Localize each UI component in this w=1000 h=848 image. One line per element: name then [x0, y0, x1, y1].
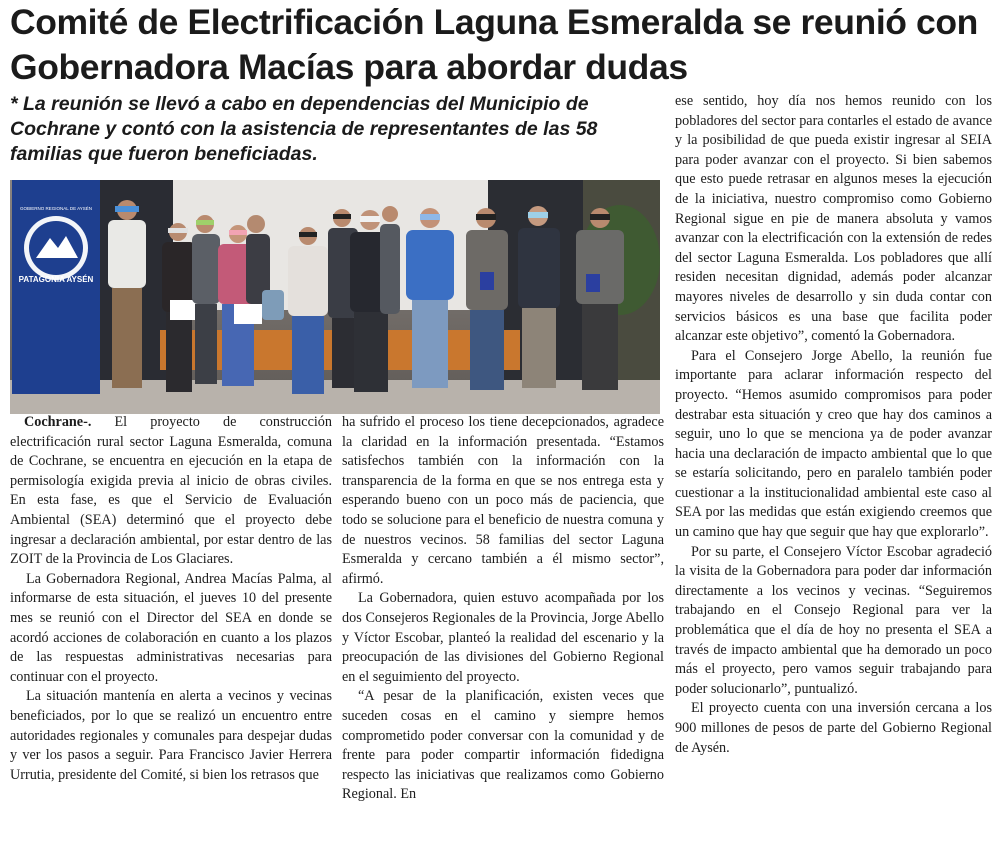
paragraph: ha sufrido el proceso los tiene decepcionados, agradece la claridad en la información presentada. “Estamos satisfechos también con la información con la transparencia de la forma en que se nos entrega esta y esperando bueno con un poco más de paciencia, que todo se solucione para el beneficio de nuestra comuna y de nuestros vecinos. 58 familias del sector Laguna Esmeralda y cercano también a él mismo sector”, afirmó. — [342, 414, 664, 587]
paragraph: Por su parte, el Consejero Víctor Escobar agradeció la visita de la Gobernadora para poder dar información directamente a los vecinos y vecinas. “Seguiremos trabajando en el Consejo Regional para ver la problemática que el día de hoy no presenta el SEA a través de impacto ambiental que ha demorado un poco más el proyecto, pero vamos seguir trabajando para poder solucionarlo”, puntualizó. — [675, 543, 992, 697]
banner-arc-text: GOBIERNO REGIONAL DE AYSÉN — [19, 206, 93, 211]
banner — [12, 180, 100, 394]
article-column-2 — [342, 413, 664, 805]
group-of-people — [108, 200, 624, 394]
article-subhead: * La reunión se llevó a cabo en dependencias del Municipio de Cochrane y contó con la asistencia de representantes de las 58 familias que fueron beneficiadas. — [10, 93, 598, 165]
dateline: Cochrane-. — [24, 414, 92, 430]
article-photo — [10, 180, 660, 414]
paragraph-text: El proyecto de construcción electrificación rural sector Laguna Esmeralda, comuna de Cochrane, se encuentra en ejecución en la etapa de permisología exigida previa al inicio de obras civiles. En esta fase, es que el Servicio de Evaluación Ambiental (SEA) determinó que el proyecto debe ingresar a declaración ambiental, por estar dentro de las ZOIT de la Provincia de Los Glaciares. — [10, 414, 332, 568]
paragraph — [10, 413, 332, 570]
article-column-3 — [675, 92, 992, 758]
paragraph: La Gobernadora, quien estuvo acompañada por los dos Consejeros Regionales de la Provincia, Jorge Abello y Víctor Escobar, planteó la realidad del escenario y la preocupación de las divisiones del Gobierno Regional en el seguimiento del proyecto. — [342, 590, 664, 685]
paragraph: “A pesar de la planificación, existen veces que suceden cosas en el camino y siempre hemos comprometido poder conversar con la comunidad y de frente para poder compartir información fidedigna respecto las iniciativas que realizamos como Gobierno Regional. En — [342, 688, 664, 803]
paragraph: ese sentido, hoy día nos hemos reunido con los pobladores del sector para contarles el estado de avance y la posibilidad de que pueda existir ingresar al SEIA para poder avanzar con el proyecto. Si bien sabemos que esto puede retrasar en algunos meses la ejecución de la iniciativa, nuestro compromiso como Gobierno Regional sigue en pie de manera absoluta y vamos avanzar con la electrificación con la extensión de redes del sector Laguna Esmeralda. Los pobladores que allí residen necesitan dignidad, además poder alcanzar mayores niveles de desarrollo y sin duda contar con servicios básicos es una base que facilita poder alcanzar este objetivo”, comentó la Gobernadora. — [675, 93, 992, 345]
article-column-1 — [10, 413, 332, 785]
paragraph: La Gobernadora Regional, Andrea Macías Palma, al informarse de esta situación, el jueves 10 del presente mes se reunió con el Director del SEA en donde se acordó acciones de colaboración en cuanto a los plazos de las respuestas administrativas necesarias para continuar con el proyecto. — [10, 570, 332, 685]
article-headline: Comité de Electrificación Laguna Esmeralda se reunió con Gobernadora Macías para abordar dudas — [10, 2, 978, 87]
paragraph: La situación mantenía en alerta a vecinos y vecinas beneficiados, por lo que se realizó un encuentro entre autoridades regionales y comunales para despejar dudas y ver los pasos a seguir. Para Francisco Javier Herrera Urrutia, presidente del Comité, si bien los retrasos que — [10, 688, 332, 783]
paragraph: El proyecto cuenta con una inversión cercana a los 900 millones de pesos de parte del Gobierno Regional de Aysén. — [675, 700, 992, 756]
paragraph: Para el Consejero Jorge Abello, la reunión fue importante para aclarar información respecto del proyecto. “Hemos asumido compromisos para poder destrabar esta situación y creo que hay dos caminos a seguir, uno lo que se menciona ya de poder avanzar hacia una declaración de impacto ambiental que lo que se estaría solicitando, pero en paralelo también poder cuestionar a la institucionalidad ambiental este caso al SEA por las medidas que están exigiendo creemos que un camino que hay que seguir que hay que explorarlo”. — [675, 347, 992, 541]
banner-text: PATAGONIA AYSÉN — [18, 275, 94, 284]
